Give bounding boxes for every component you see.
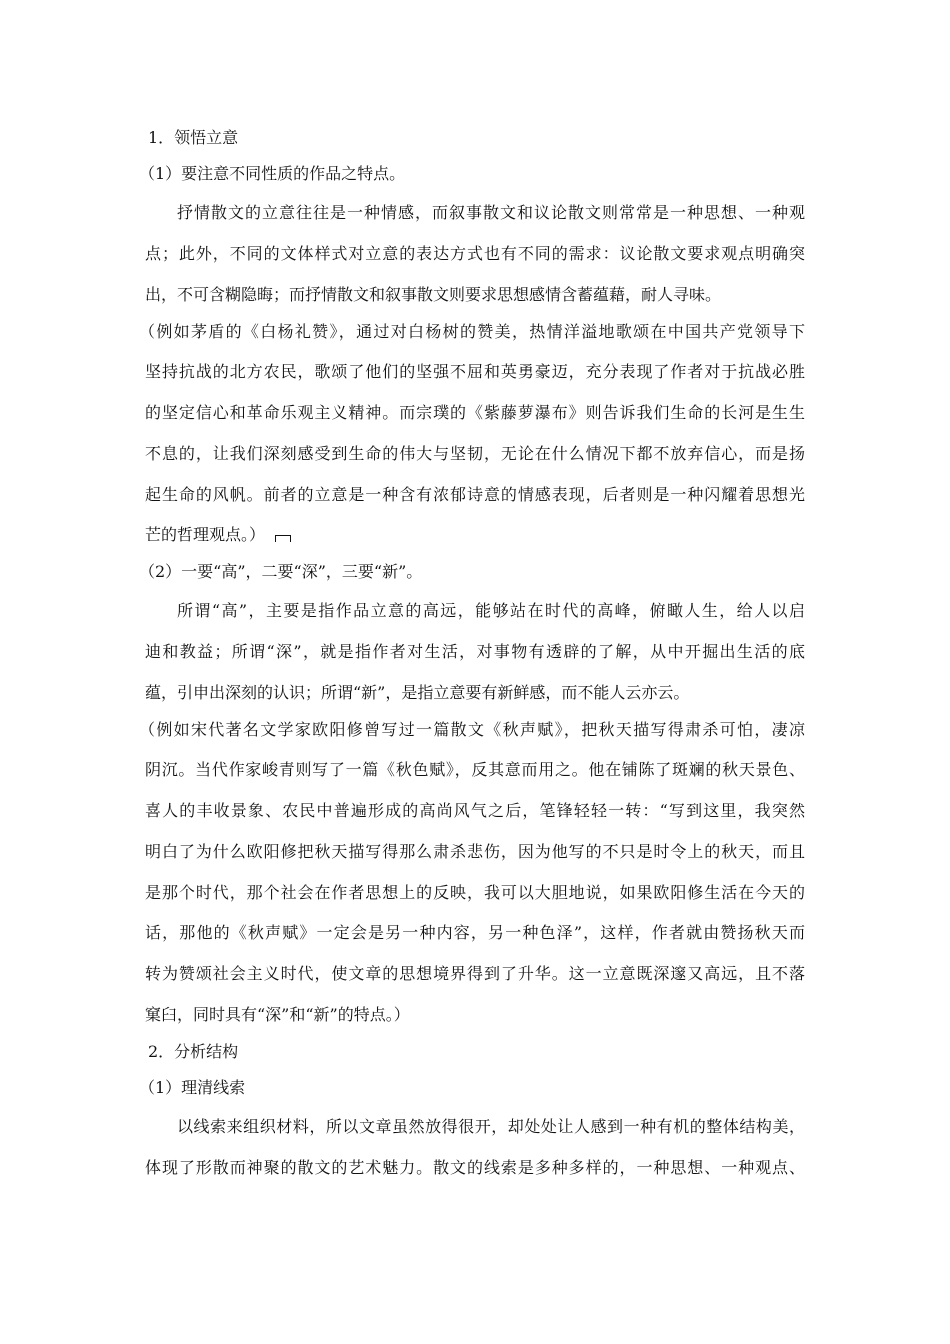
example-line-last: [145, 525, 291, 545]
example-line: （例如茅盾的《白杨礼赞》，通过对白杨树的赞美，热情洋溢地歌颂在中国共产党领导下: [139, 322, 805, 341]
subsection-1-2-title: （2）一要“高”，二要“深”，三要“新”。: [139, 562, 423, 581]
paragraph-line: 点；此外，不同的文体样式对立意的表达方式也有不同的需求：议论散文要求观点明确突: [145, 244, 805, 263]
anchor-mark-icon: [275, 535, 291, 542]
example-line: 不息的，让我们深刻感受到生命的伟大与坚韧，无论在什么情况下都不放弃信心，而是扬: [145, 444, 805, 463]
paragraph-line: 体现了形散而神聚的散文的艺术魅力。散文的线索是多种多样的，一种思想、一种观点、: [145, 1158, 805, 1177]
example-line: （例如宋代著名文学家欧阳修曾写过一篇散文《秋声赋》，把秋天描写得肃杀可怕，凄凉: [139, 720, 805, 739]
paragraph-line: 以线索来组织材料，所以文章虽然放得很开，却处处让人感到一种有机的整体结构美，: [177, 1117, 805, 1136]
example-line: 话，那他的《秋声赋》一定会是另一种内容，另一种色泽”，这样，作者就由赞扬秋天而: [145, 923, 805, 942]
subsection-1-1-title: （1）要注意不同性质的作品之特点。: [139, 164, 406, 183]
example-line: 起生命的风帆。前者的立意是一种含有浓郁诗意的情感表现，后者则是一种闪耀着思想光: [145, 485, 805, 504]
paragraph-line: 所谓“高”，主要是指作品立意的高远，能够站在时代的高峰，俯瞰人生，给人以启: [177, 601, 805, 620]
example-line: 阴沉。当代作家峻青则写了一篇《秋色赋》，反其意而用之。他在铺陈了斑斓的秋天景色、: [145, 760, 805, 779]
example-line: 窠臼，同时具有“深”和“新”的特点。）: [145, 1005, 410, 1024]
example-line: 转为赞颂社会主义时代，使文章的思想境界得到了升华。这一立意既深邃又高远，且不落: [145, 964, 805, 983]
example-line-text: 芒的哲理观点。）: [145, 525, 266, 544]
example-line: 坚持抗战的北方农民，歌颂了他们的坚强不屈和英勇豪迈，充分表现了作者对于抗战必胜: [145, 362, 805, 381]
paragraph-line: 抒情散文的立意往往是一种情感，而叙事散文和议论散文则常常是一种思想、一种观: [177, 203, 805, 222]
example-line: 明白了为什么欧阳修把秋天描写得那么肃杀悲伤，因为他写的不只是时令上的秋天，而且: [145, 842, 805, 861]
paragraph-line: 出，不可含糊隐晦；而抒情散文和叙事散文则要求思想感情含蓄蕴藉，耐人寻味。: [145, 285, 722, 304]
example-line: 是那个时代，那个社会在作者思想上的反映，我可以大胆地说，如果欧阳修生活在今天的: [145, 883, 805, 902]
subsection-2-1-title: （1）理清线索: [139, 1078, 246, 1097]
example-line: 的坚定信心和革命乐观主义精神。而宗璞的《紫藤萝瀑布》则告诉我们生命的长河是生生: [145, 403, 805, 422]
section-2-heading: 2．分析结构: [148, 1042, 239, 1061]
paragraph-line: 蕴，引申出深刻的认识；所谓“新”，是指立意要有新鲜感，而不能人云亦云。: [145, 683, 690, 702]
paragraph-line: 迪和教益；所谓“深”，就是指作者对生活，对事物有透辟的了解，从中开掘出生活的底: [145, 642, 805, 661]
example-line: 喜人的丰收景象、农民中普遍形成的高尚风气之后，笔锋轻轻一转：“写到这里，我突然: [145, 801, 805, 820]
section-1-heading: 1．领悟立意: [148, 128, 239, 147]
